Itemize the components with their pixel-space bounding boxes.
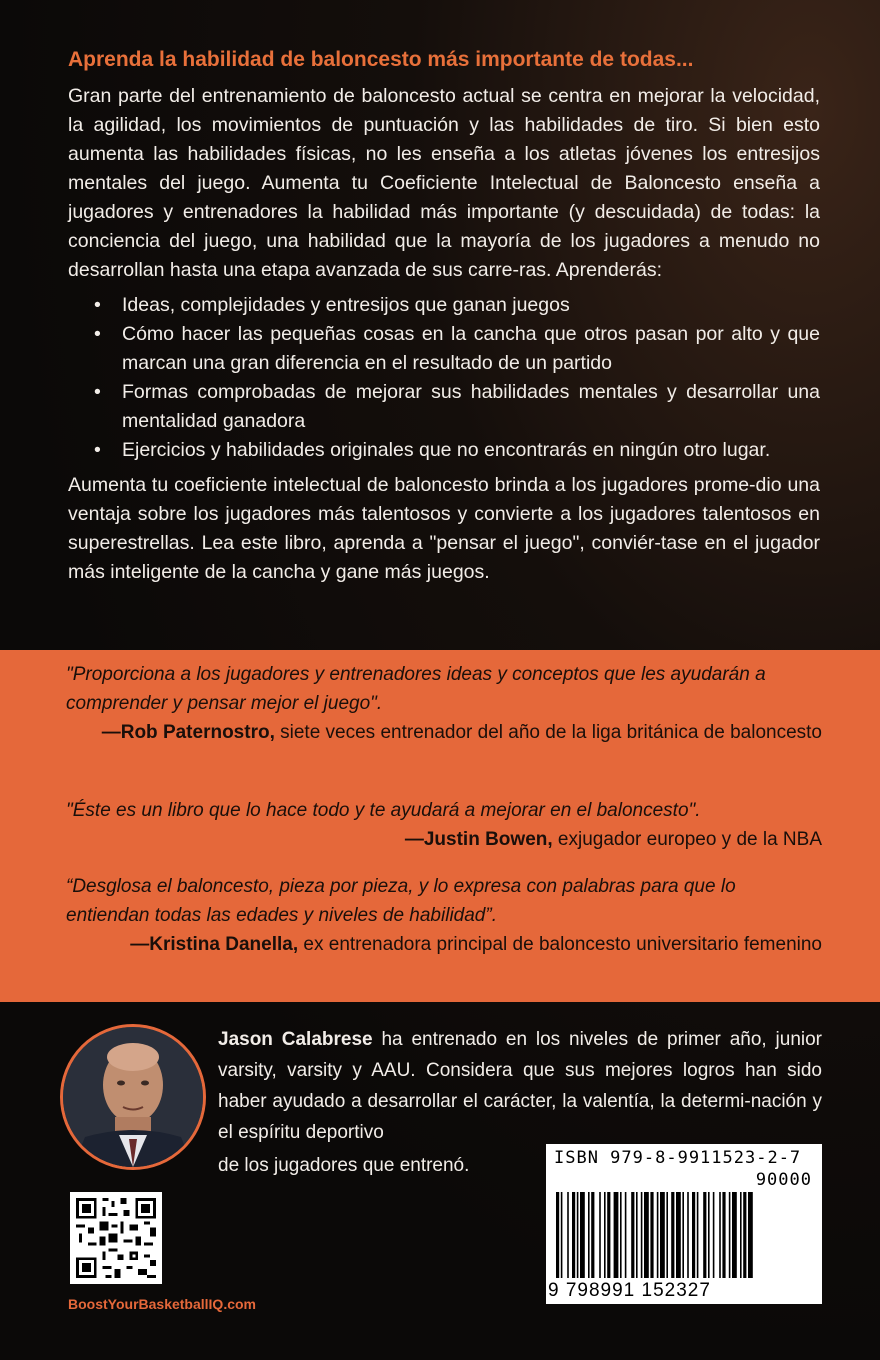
testimonial-attribution: [66, 718, 822, 747]
testimonial-attribution: [66, 825, 822, 854]
price-code: 90000: [755, 1170, 812, 1190]
testimonial: [66, 660, 822, 747]
author-section: [0, 1002, 880, 1360]
list-item: • Formas comprobadas de mejorar sus habilidades mentales y desarrollar una mentalidad ganadora: [68, 378, 820, 436]
isbn-barcode: [546, 1144, 822, 1304]
testimonial-quote: “Desglosa el baloncesto, pieza por pieza, y lo expresa con palabras para que lo entiendan todas las edades y niveles de habilidad”.: [66, 876, 736, 926]
testimonial-attribution: [66, 930, 822, 959]
bullet-icon: •: [94, 323, 101, 345]
author-portrait-icon: [63, 1027, 203, 1167]
list-item: • Ejercicios y habilidades originales que no encontrarás en ningún otro lugar.: [68, 436, 820, 465]
testimonial: [66, 872, 822, 959]
bullet-icon: •: [94, 439, 101, 461]
testimonial: [66, 796, 822, 854]
author-bio-continued: de los jugadores que entrenó.: [218, 1155, 470, 1176]
testimonial-role: exjugador europeo y de la NBA: [552, 829, 822, 850]
barcode-bars-icon: [556, 1192, 812, 1278]
list-item: • Cómo hacer las pequeñas cosas en la cancha que otros pasan por alto y que marcan una gran diferencia en el resultado de un partido: [68, 320, 820, 378]
testimonial-author: —Rob Paternostro,: [101, 722, 275, 743]
testimonial-role: siete veces entrenador del año de la liga británica de baloncesto: [274, 722, 822, 743]
qr-code-icon[interactable]: [70, 1192, 162, 1284]
isbn-label: ISBN 979-8-9911523-2-7: [554, 1148, 802, 1168]
author-bio: Jason Calabrese ha entrenado en los niveles de primer año, junior varsity, varsity y AAU. Considera que sus mejores logros han sido haber ayudado a desarrollar el carácter, la valentía, la determi-nación y el espíritu deportivo: [218, 1029, 823, 1143]
author-photo: [60, 1024, 206, 1170]
testimonial-author: —Justin Bowen,: [404, 829, 553, 850]
headline: Aprenda la habilidad de baloncesto más importante de todas...: [68, 48, 694, 71]
learn-list: [68, 291, 820, 465]
testimonial-role: ex entrenadora principal de baloncesto universitario femenino: [298, 934, 822, 955]
testimonial-author: —Kristina Danella,: [130, 934, 299, 955]
closing-paragraph: Aumenta tu coeficiente intelectual de baloncesto brinda a los jugadores prome-dio una ventaja sobre los jugadores más talentosos y convierte a los jugadores talentosos en superestrellas. Lea este libro, aprenda a "pensar el juego", conviér-tase en el jugador más inteligente de la cancha y gane más juegos.: [68, 474, 820, 583]
author-name: Jason Calabrese: [218, 1029, 373, 1050]
testimonial-quote: "Éste es un libro que lo hace todo y te ayudará a mejorar en el baloncesto".: [66, 800, 701, 821]
testimonials-band: [0, 650, 880, 1002]
bullet-icon: •: [94, 381, 101, 403]
barcode-digits: 9 798991 152327: [548, 1280, 711, 1301]
testimonial-quote: "Proporciona a los jugadores y entrenadores ideas y conceptos que les ayudarán a comprender y pensar mejor el juego".: [66, 664, 766, 714]
list-item: • Ideas, complejidades y entresijos que ganan juegos: [68, 291, 820, 320]
intro-paragraph: Gran parte del entrenamiento de baloncesto actual se centra en mejorar la velocidad, la agilidad, los movimientos de puntuación y las habilidades de tiro. Si bien esto aumenta las habilidades físicas, no les enseña a los atletas jóvenes los entresijos mentales del juego. Aumenta tu Coeficiente Intelectual de Baloncesto enseña a jugadores y entrenadores la habilidad más importante (y descuidada) de todas: la conciencia del juego, una habilidad que la mayoría de los jugadores a menudo no desarrollan hasta una etapa avanzada de sus carre-ras. Aprenderás:: [68, 85, 820, 281]
website-link[interactable]: BoostYourBasketballIQ.com: [68, 1296, 257, 1312]
bullet-icon: •: [94, 294, 101, 316]
blurb-section: [68, 48, 820, 587]
